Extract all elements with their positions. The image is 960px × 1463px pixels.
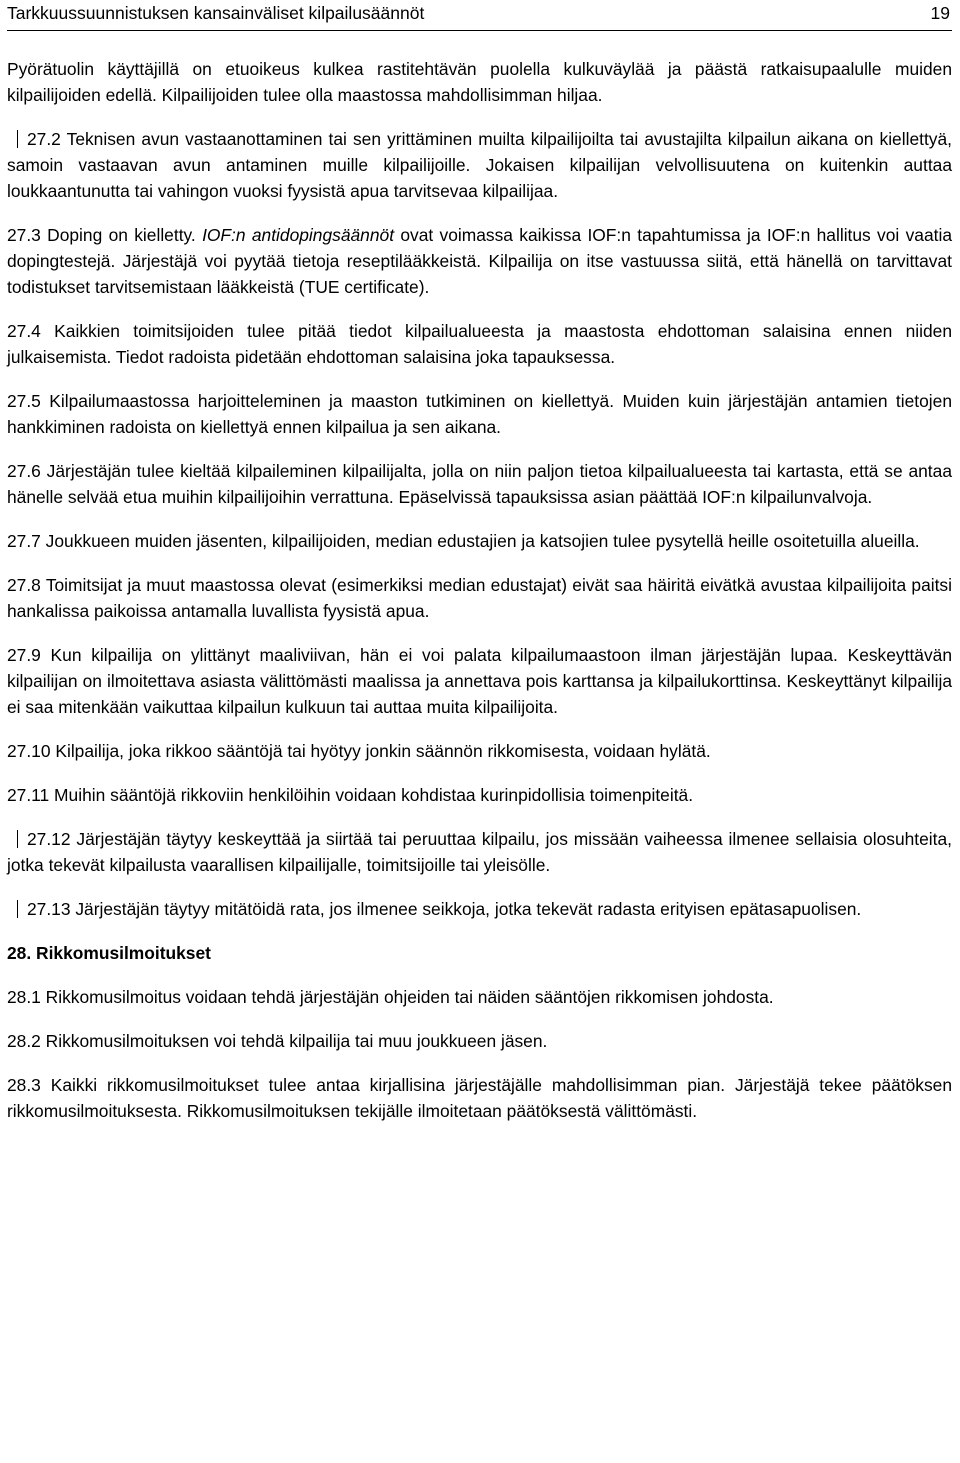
paragraph-27-12: 27.12 Järjestäjän täytyy keskeyttää ja siirtää tai peruuttaa kilpailu, jos missään vaiheessa ilmenee sellaisia olosuhteita, jotka tekevät kilpailusta vaarallisen kilpailijalle, toimitsijoille tai yleisölle. <box>7 829 952 875</box>
paragraph-27-10: 27.10 Kilpailija, joka rikkoo sääntöjä tai hyötyy jonkin säännön rikkomisesta, voidaan hylätä. <box>7 741 711 761</box>
section-heading-28: 28. Rikkomusilmoitukset <box>7 943 211 963</box>
document-body <box>7 31 952 1124</box>
page-header <box>7 0 952 31</box>
change-bar <box>17 130 18 148</box>
paragraph-27-11: 27.11 Muihin sääntöjä rikkoviin henkilöihin voidaan kohdistaa kurinpidollisia toimenpiteitä. <box>7 785 694 805</box>
paragraph-27-6: 27.6 Järjestäjän tulee kieltää kilpaileminen kilpailijalta, jolla on niin paljon tietoa kilpailualueesta tai kartasta, että se antaa hänelle selvää etua muihin kilpailijoihin verrattuna. Epäselvissä tapauksissa asian päättää IOF:n kilpailunvalvoja. <box>7 461 952 507</box>
antidoping-rules-reference: IOF:n antidopingsäännöt <box>202 225 395 245</box>
paragraph-28-3: 28.3 Kaikki rikkomusilmoitukset tulee antaa kirjallisina järjestäjälle mahdollisimman pian. Järjestäjä tekee päätöksen rikkomusilmoituksesta. Rikkomusilmoituksen tekijälle ilmoitetaan päätöksestä välittömästi. <box>7 1075 952 1121</box>
paragraph-27-4: 27.4 Kaikkien toimitsijoiden tulee pitää tiedot kilpailualueesta ja maastosta ehdottoman salaisina ennen niiden julkaisemista. Tiedot radoista pidetään ehdottoman salaisina joka tapauksessa. <box>7 321 952 367</box>
paragraph-27-5: 27.5 Kilpailumaastossa harjoitteleminen ja maaston tutkiminen on kiellettyä. Muiden kuin järjestäjän antamien tietojen hankkiminen radoista on kiellettyä ennen kilpailua ja sen aikana. <box>7 391 952 437</box>
paragraph-27-8: 27.8 Toimitsijat ja muut maastossa olevat (esimerkiksi median edustajat) eivät saa häiritä eivätkä avustaa kilpailijoita paitsi hankalissa paikoissa antamalla luvallista fyysistä apua. <box>7 575 952 621</box>
paragraph-wheelchair: Pyörätuolin käyttäjillä on etuoikeus kulkea rastitehtävän puolella kulkuväylää ja päästä ratkaisupaalulle muiden kilpailijoiden edellä. Kilpailijoiden tulee olla maastossa mahdollisimman hiljaa. <box>7 59 952 105</box>
paragraph-28-1: 28.1 Rikkomusilmoitus voidaan tehdä järjestäjän ohjeiden tai näiden sääntöjen rikkomisen johdosta. <box>7 987 774 1007</box>
page-number: 19 <box>930 3 950 23</box>
paragraph-27-9: 27.9 Kun kilpailija on ylittänyt maaliviivan, hän ei voi palata kilpailumaastoon ilman järjestäjän lupaa. Keskeyttävän kilpailijan on ilmoitettava asiasta välittömästi maalissa ja annettava pois karttansa ja kilpailukorttinsa. Keskeyttänyt kilpailija ei saa mitenkään vaikuttaa kilpailun kulkuun tai auttaa muita kilpailijoita. <box>7 645 952 717</box>
change-bar <box>17 900 18 918</box>
change-bar <box>17 830 18 848</box>
paragraph-27-7: 27.7 Joukkueen muiden jäsenten, kilpailijoiden, median edustajien ja katsojien tulee pysytellä heille osoitetuilla alueilla. <box>7 531 920 551</box>
document-title: Tarkkuussuunnistuksen kansainväliset kilpailusäännöt <box>7 3 425 23</box>
paragraph-27-13: 27.13 Järjestäjän täytyy mitätöidä rata, jos ilmenee seikkoja, jotka tekevät radasta erityisen epätasapuolisen. <box>7 896 952 922</box>
paragraph-27-2: 27.2 Teknisen avun vastaanottaminen tai sen yrittäminen muilta kilpailijoilta tai avustajilta kilpailun aikana on kiellettyä, samoin vastaavan avun antaminen muille kilpailijoille. Jokaisen kilpailijan velvollisuutena on kuitenkin auttaa loukkaantunutta tai vahingon vuoksi fyysistä apua tarvitsevaa kilpailijaa. <box>7 129 952 201</box>
paragraph-27-3: 27.3 Doping on kielletty. IOF:n antidopingsäännöt ovat voimassa kaikissa IOF:n tapahtumissa ja IOF:n hallitus voi vaatia dopingtestejä. Järjestäjä voi pyytää tietoja reseptilääkkeistä. Kilpailija on itse vastuussa siitä, että hänellä on tarvittavat todistukset tarvitsemistaan lääkkeistä (TUE certificate). <box>7 225 953 297</box>
paragraph-28-2: 28.2 Rikkomusilmoituksen voi tehdä kilpailija tai muu joukkueen jäsen. <box>7 1031 548 1051</box>
